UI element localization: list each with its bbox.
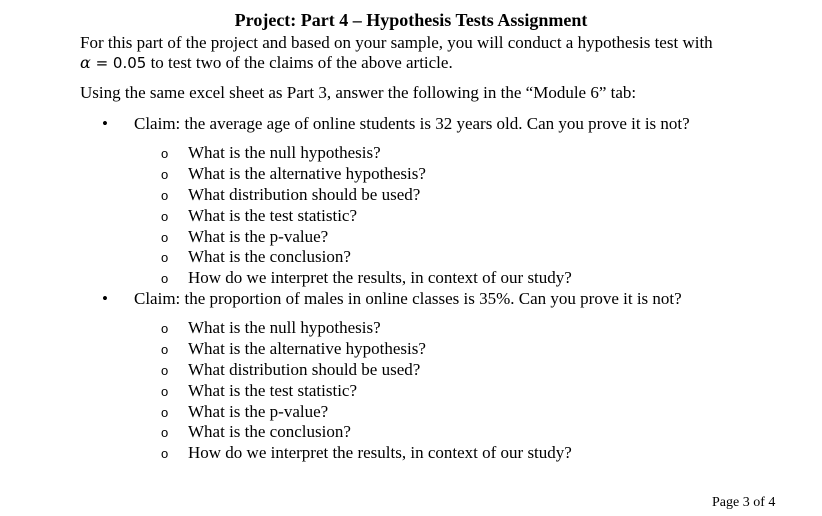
circle-bullet-icon: o [161,446,169,462]
list-item [161,247,572,268]
claim-1 [102,113,690,135]
question-text: What is the null hypothesis? [188,143,381,162]
circle-bullet-icon: o [161,362,169,378]
circle-bullet-icon: o [161,146,169,161]
bullet-icon: • [102,114,108,133]
list-item [161,227,572,248]
question-text: What distribution should be used? [188,359,421,379]
question-text: How do we interpret the results, in context of our study? [188,268,572,288]
list-item [161,360,572,381]
circle-bullet-icon: o [161,187,169,203]
list-item [161,143,572,164]
question-text: What is the null hypothesis? [188,318,381,337]
circle-bullet-icon: o [161,271,169,287]
claim-1-text: Claim: the average age of online students is 32 years old. Can you prove it is not? [134,114,690,133]
list-item [161,422,572,443]
list-item [161,185,572,206]
intro-line-2 [80,52,453,74]
question-text: How do we interpret the results, in context of our study? [188,443,572,463]
list-item [161,381,572,402]
alpha-symbol: α [80,53,91,72]
list-item [161,268,572,289]
alpha-value: 0.05 [112,54,147,72]
list-item [161,164,572,185]
question-text: What is the alternative hypothesis? [188,163,426,183]
question-text: What is the p-value? [188,226,329,246]
intro-line-2-rest: to test two of the claims of the above article. [146,53,453,72]
question-text: What distribution should be used? [188,184,421,204]
list-item [161,318,572,339]
list-item [161,402,572,423]
question-text: What is the test statistic? [188,380,358,400]
circle-bullet-icon: o [161,321,169,336]
question-text: What is the alternative hypothesis? [188,338,426,358]
circle-bullet-icon: o [161,208,169,224]
circle-bullet-icon: o [161,341,169,357]
question-text: What is the p-value? [188,401,329,421]
circle-bullet-icon: o [161,250,169,266]
intro-line-1: For this part of the project and based on your sample, you will conduct a hypothesis test with [80,33,713,52]
bullet-icon: • [102,289,108,308]
instructions-text: Using the same excel sheet as Part 3, answer the following in the “Module 6” tab: [80,83,637,102]
list-item [161,339,572,360]
circle-bullet-icon: o [161,425,169,441]
claim-2-questions [161,318,572,464]
claim-2-text: Claim: the proportion of males in online classes is 35%. Can you prove it is not? [134,289,682,308]
question-text: What is the conclusion? [188,247,351,267]
list-item [161,206,572,227]
question-text: What is the test statistic? [188,205,358,225]
circle-bullet-icon: o [161,229,169,245]
list-item [161,443,572,464]
circle-bullet-icon: o [161,404,169,420]
page-title: Project: Part 4 – Hypothesis Tests Assignment [234,10,588,30]
question-text: What is the conclusion? [188,422,351,442]
claim-2 [102,288,682,310]
alpha-equals: = [90,54,113,72]
page-number: Page 3 of 4 [712,495,776,510]
circle-bullet-icon: o [161,383,169,399]
claim-1-questions [161,143,572,289]
circle-bullet-icon: o [161,166,169,182]
